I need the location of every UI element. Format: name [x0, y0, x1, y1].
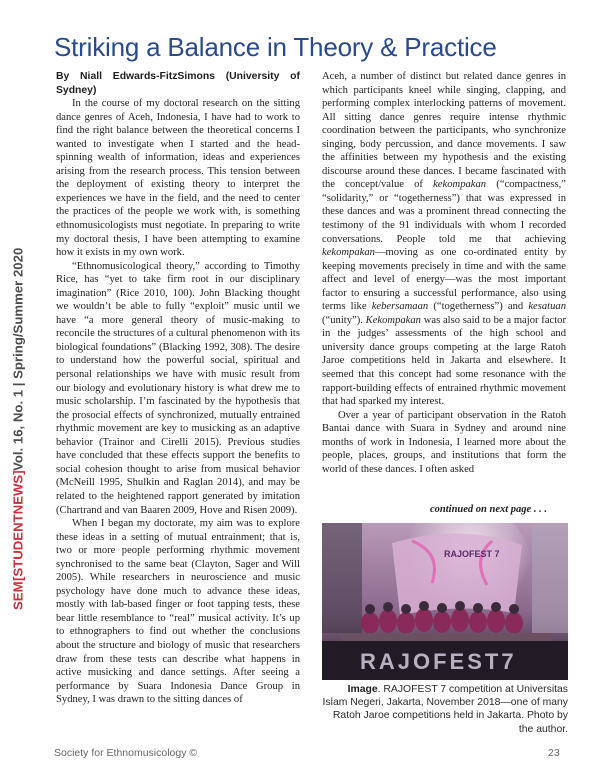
- term-kekompakan: kekompakan: [322, 247, 375, 259]
- text-run: (“compactness,” “solidarity,” or “togetherness”) that was expressed in these dances and was a prominent thread connecting the testimony of the 91 individuals with whom I recorded conversations. People told me that achieving: [322, 179, 567, 245]
- paragraph-4: [322, 70, 566, 409]
- text-run: —moving as one co-ordinated entity by keeping movements precisely in time and with the same affect and level of energy—was the most important factor to ensuring a successful performance, also using terms like: [322, 247, 566, 313]
- text-run: (“togetherness”) and: [428, 301, 529, 313]
- issue-sidebar: [6, 20, 30, 610]
- floor-text: RAJOFEST7: [360, 649, 517, 674]
- dance-stage-illustration: [322, 523, 568, 680]
- paragraph-2: “Ethnomusicological theory,” according to Timothy Rice, has “yet to take firm root in our disciplinary imagination” (Rice 2010, 100). John Blacking thought we wouldn’t be able to fully “exploit” music until we have “a more general theory of music-making to reconcile the structures of a cultural phenomenon with its biological foundations” (Blacking 1992, 308). The desire to understand how the powerful social, spiritual and personal relationships we have with music result from our biology and evolutionary history is what drew me to music scholarship. I’m fascinated by the hypothesis that the prosocial effects of synchronized, mutually entrained rhythmic movement are key to musicking as an adaptive behavior (Trainor and Cirelli 2015). Previous studies have concluded that these effects support the benefits to social cohesion thought to arise from musical behavior (McNeill 1995, Shulkin and Raglan 2014), and may be related to the heightened rapport generated by imitation (Chartrand and van Baaren 2009, Hove and Risen 2009).: [56, 260, 300, 516]
- left-speaker: [322, 523, 362, 633]
- term-kesatuan: kesatuan: [528, 301, 567, 313]
- text-run: was also said to be a major factor in the judges’ assessments of the high school and university dance groups competing at the large Ratoh Jaroe competitions held in Jakarta and elsewhere. It seemed that this concept had some resonance with the rapport-building effects of entrained rhythmic movement that had sparked my interest.: [322, 314, 566, 408]
- right-column: [322, 70, 566, 476]
- paragraph-5: Over a year of participant observation in the Ratoh Bantai dance with Suara in Sydney and around nine months of work in Indonesia, I learned more about the people, places, groups, and institutions that form the world of these dances. I often asked: [322, 409, 566, 475]
- rajofest-photo: [322, 523, 568, 680]
- paragraph-1: In the course of my doctoral research on the sitting dance genres of Aceh, Indonesia, I have had to work to find the right balance between the theoretical concerns I wanted to investigate when I started and the head-spinning wealth of information, ideas and experiences arising from the research process. This tension between the deployment of existing theory to interpret the experiences we have in the field, and the need to center the practices of the people we work with, is something ethnomusicologists must negotiate. In preparing to write my doctoral thesis, I have been attempting to examine how it exists in my own work.: [56, 98, 300, 259]
- page-number: 23: [548, 747, 560, 759]
- term-kebersamaan: kebersamaan: [371, 301, 429, 313]
- caption-text: . RAJOFEST 7 competition at Universitas Islam Negeri, Jakarta, November 2018—one of many Ratoh Jaroe competitions held in Jakarta. Photo by the author.: [322, 684, 568, 735]
- paragraph-3: When I began my doctorate, my aim was to explore these ideas in a setting of mutual entrainment; that is, two or more people performing rhythmic movement synchronised to the same beat (Clayton, Sager and Will 2005). While researchers in neuroscience and music psychology have done much to advance these ideas, mostly with lab-based finger or foot tapping tests, these bear little resemblance to “real” musical activity. It’s up to ethnographers to find out whether the conclusions about the structure and biology of music that researchers draw from these tests can describe what happens in active musicking and dance settings. After seeing a performance by Suara Indonesia Dance Group in Sydney, I was drawn to the sitting dances of: [56, 518, 300, 706]
- sidebar-issue: Vol. 16, No. 1 | Spring/Summer 2020: [10, 247, 26, 471]
- term-kekompakan: kekompakan: [433, 179, 487, 191]
- left-column: [56, 70, 300, 707]
- photo-caption: [322, 683, 568, 736]
- sidebar-sem: SEM: [10, 581, 26, 610]
- continued-note: continued on next page . . .: [430, 504, 547, 515]
- term-kekompakan: Kekompakan: [365, 314, 421, 326]
- banner-text: RAJOFEST 7: [444, 549, 500, 559]
- byline: By Niall Edwards-FitzSimons (University of Sydney): [56, 71, 300, 96]
- article-title: Striking a Balance in Theory & Practice: [54, 32, 497, 62]
- caption-label: Image: [347, 684, 378, 695]
- footer-publisher: Society for Ethnomusicology ©: [54, 747, 198, 759]
- text-run: (“unity”).: [322, 314, 366, 326]
- sidebar-student-news: [STUDENTNEWS]: [10, 470, 26, 582]
- text-run: Aceh, a number of distinct but related dance genres in which participants kneel while singing, clapping, and performing complex interlocking patterns of movement. All sitting dance genres require intense rhythmic coordination between the participants, who synchronize singing, body percussion, and dance movements. I saw the affinities between my hypothesis and the existing discourse around these dances. I became fascinated with the concept/value of: [322, 71, 566, 191]
